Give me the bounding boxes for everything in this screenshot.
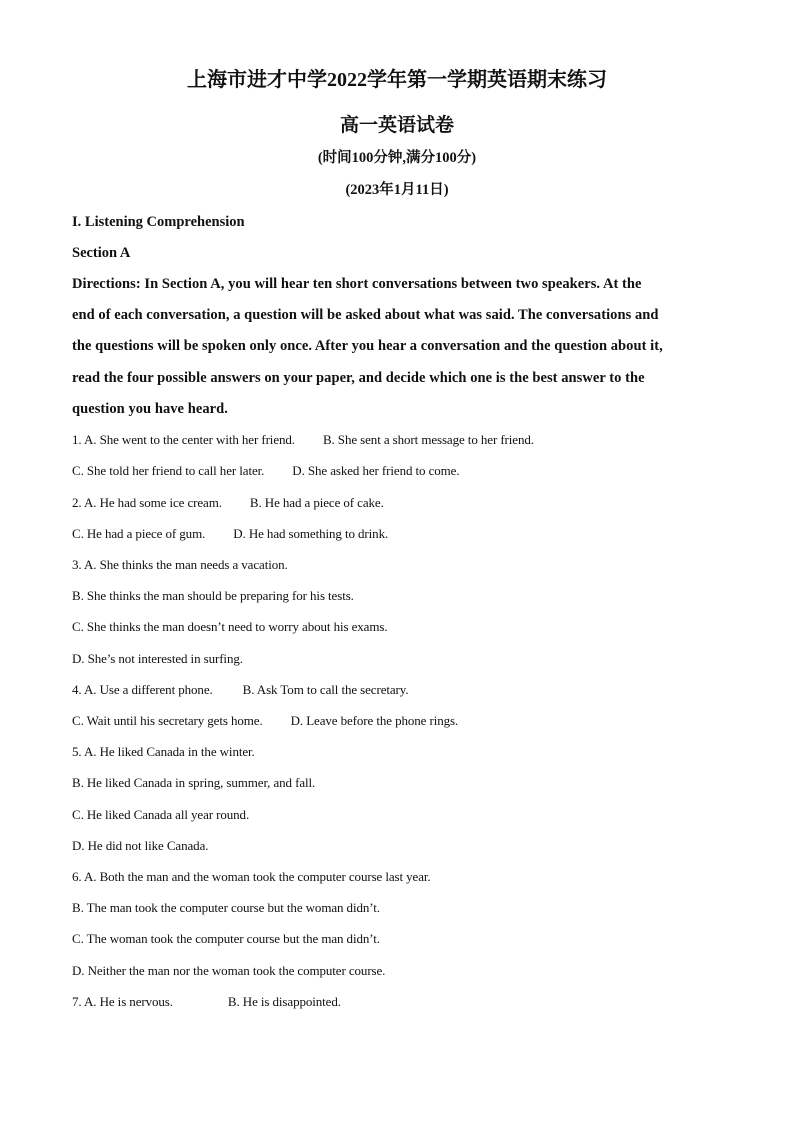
option-6a: 6. A. Both the man and the woman took the computer course last year.	[72, 869, 431, 884]
option-5a: 5. A. He liked Canada in the winter.	[72, 744, 255, 759]
option-3b: B. She thinks the man should be preparing for his tests.	[72, 588, 354, 603]
option-2b: B. He had a piece of cake.	[249, 495, 384, 510]
option-3c: C. She thinks the man doesn’t need to worry about his exams.	[72, 619, 388, 634]
page-title: 上海市进才中学2022学年第一学期英语期末练习	[187, 69, 607, 91]
section-heading: Section A	[72, 245, 131, 261]
part-heading: I. Listening Comprehension	[72, 214, 245, 230]
directions-line: end of each conversation, a question will be asked about what was said. The conversations and	[72, 307, 659, 323]
directions-line: read the four possible answers on your paper, and decide which one is the best answer to the	[72, 370, 645, 386]
option-1d: D. She asked her friend to come.	[292, 463, 460, 478]
option-7a: 7. A. He is nervous.	[72, 994, 173, 1009]
option-2d: D. He had something to drink.	[233, 526, 389, 541]
option-3a: 3. A. She thinks the man needs a vacation.	[72, 557, 288, 572]
option-6c: C. The woman took the computer course but the man didn’t.	[72, 931, 380, 946]
option-4a: 4. A. Use a different phone.	[72, 682, 213, 697]
page-subtitle: 高一英语试卷	[339, 115, 454, 136]
option-5b: B. He liked Canada in spring, summer, and fall.	[72, 775, 316, 790]
option-2c: C. He had a piece of gum.	[72, 526, 206, 541]
directions-line: question you have heard.	[72, 401, 228, 417]
option-4d: D. Leave before the phone rings.	[290, 713, 459, 728]
option-2a: 2. A. He had some ice cream.	[72, 495, 222, 510]
option-3d: D. She’s not interested in surfing.	[72, 651, 243, 666]
option-6b: B. The man took the computer course but the woman didn’t.	[72, 900, 380, 915]
option-7b: B. He is disappointed.	[227, 994, 341, 1009]
directions-line: the questions will be spoken only once. After you hear a conversation and the question about it,	[72, 338, 663, 354]
date-note: (2023年1月11日)	[345, 182, 449, 198]
option-1b: B. She sent a short message to her friend.	[322, 432, 534, 447]
directions-line: Directions: In Section A, you will hear ten short conversations between two speakers. At the	[72, 276, 642, 292]
option-4c: C. Wait until his secretary gets home.	[72, 713, 263, 728]
time-note: (时间100分钟,满分100分)	[317, 150, 477, 166]
option-1c: C. She told her friend to call her later.	[72, 463, 265, 478]
option-5c: C. He liked Canada all year round.	[72, 807, 250, 822]
option-5d: D. He did not like Canada.	[72, 838, 209, 853]
option-4b: B. Ask Tom to call the secretary.	[242, 682, 409, 697]
option-6d: D. Neither the man nor the woman took the computer course.	[72, 963, 386, 978]
option-1a: 1. A. She went to the center with her friend.	[72, 432, 295, 447]
